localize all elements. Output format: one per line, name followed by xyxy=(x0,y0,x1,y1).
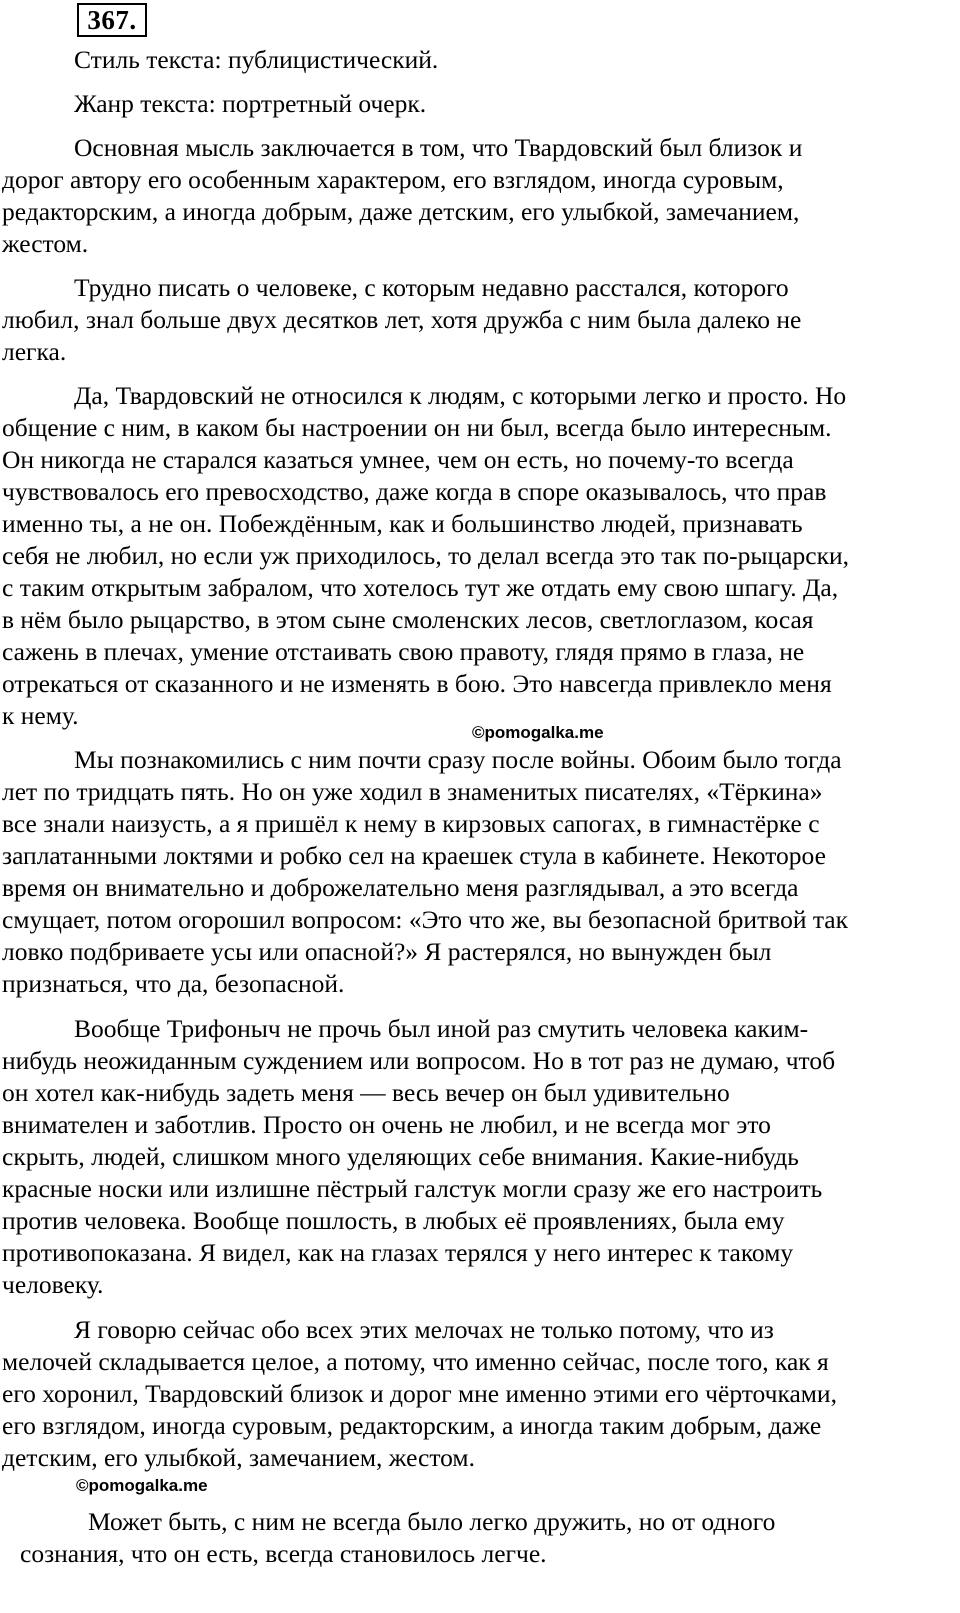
paragraph-line: детским, его улыбкой, замечанием, жестом. xyxy=(2,1443,475,1472)
paragraph-line: общение с ним, в каком бы настроении он ни был, всегда было интересным. xyxy=(2,413,832,442)
paragraph-line: Может быть, с ним не всегда было легко дружить, но от одного xyxy=(88,1507,776,1536)
paragraph-line: жестом. xyxy=(2,229,89,258)
paragraph-line: редакторским, а иногда добрым, даже детским, его улыбкой, замечанием, xyxy=(2,197,800,226)
paragraph-line: лет по тридцать пять. Но он уже ходил в знаменитых писателях, «Тёркина» xyxy=(2,777,823,806)
paragraph-line: время он внимательно и доброжелательно меня разглядывал, а это всегда xyxy=(2,873,799,902)
paragraph-line: чувствовалось его превосходство, даже когда в споре оказывалось, что прав xyxy=(2,477,827,506)
paragraph-line: Я говорю сейчас обо всех этих мелочах не только потому, что из xyxy=(74,1315,774,1344)
paragraph-line: смущает, потом огорошил вопросом: «Это что же, вы безопасной бритвой так xyxy=(2,905,849,934)
paragraph-line: внимателен и заботлив. Просто он очень не любил, и не всегда мог это xyxy=(2,1110,771,1139)
paragraph-line: Вообще Трифоныч не прочь был иной раз смутить человека каким- xyxy=(74,1014,809,1043)
paragraph-line: себя не любил, но если уж приходилось, то делал всегда это так по-рыцарски, xyxy=(2,541,849,570)
paragraph-line: противопоказана. Я видел, как на глазах терялся у него интерес к такому xyxy=(2,1238,794,1267)
paragraph-line: любил, знал больше двух десятков лет, хотя дружба с ним была далеко не xyxy=(2,305,802,334)
paragraph-line: человеку. xyxy=(2,1270,104,1299)
paragraph-line: к нему. xyxy=(2,701,79,730)
paragraph-line: Да, Твардовский не относился к людям, с которыми легко и просто. Но xyxy=(74,381,847,410)
paragraph-line: он хотел как-нибудь задеть меня — весь вечер он был удивительно xyxy=(2,1078,730,1107)
genre-line: Жанр текста: портретный очерк. xyxy=(74,89,427,118)
paragraph-line: с таким открытым забралом, что хотелось тут же отдать ему свою шпагу. Да, xyxy=(2,573,839,602)
paragraph-line: его хоронил, Твардовский близок и дорог мне именно этими его чёрточками, xyxy=(2,1379,837,1408)
paragraph-line: его взглядом, иногда суровым, редакторским, а иногда таким добрым, даже xyxy=(2,1411,822,1440)
paragraph-line: в нём было рыцарство, в этом сыне смоленских лесов, светлоглазом, косая xyxy=(2,605,814,634)
watermark: ©pomogalka.me xyxy=(472,723,604,742)
watermark: ©pomogalka.me xyxy=(76,1476,208,1495)
paragraph-line: отрекаться от сказанного и не изменять в бою. Это навсегда привлекло меня xyxy=(2,669,832,698)
paragraph-line: Мы познакомились с ним почти сразу после войны. Обоим было тогда xyxy=(74,745,842,774)
paragraph-line: Он никогда не старался казаться умнее, чем он есть, но почему-то всегда xyxy=(2,445,794,474)
paragraph-line: признаться, что да, безопасной. xyxy=(2,969,345,998)
paragraph-line: легка. xyxy=(2,337,67,366)
paragraph-line: сознания, что он есть, всегда становилось легче. xyxy=(20,1539,547,1568)
style-line: Стиль текста: публицистический. xyxy=(74,45,439,74)
paragraph-line: ловко подбриваете усы или опасной?» Я растерялся, но вынужден был xyxy=(2,937,772,966)
paragraph-line: именно ты, а не он. Побеждённым, как и большинство людей, признавать xyxy=(2,509,803,538)
exercise-number: 367. xyxy=(77,3,147,37)
paragraph-line: красные носки или излишне пёстрый галстук могли сразу же его настроить xyxy=(2,1174,823,1203)
paragraph-line: Основная мысль заключается в том, что Твардовский был близок и xyxy=(74,133,803,162)
paragraph-line: скрыть, людей, слишком много уделяющих себе внимания. Какие-нибудь xyxy=(2,1142,799,1171)
paragraph-line: все знали наизусть, а я пришёл к нему в кирзовых сапогах, в гимнастёрке с xyxy=(2,809,820,838)
paragraph-line: Трудно писать о человеке, с которым недавно расстался, которого xyxy=(74,273,789,302)
paragraph-line: сажень в плечах, умение отстаивать свою правоту, глядя прямо в глаза, не xyxy=(2,637,805,666)
paragraph-line: нибудь неожиданным суждением или вопросом. Но в тот раз не думаю, чтоб xyxy=(2,1046,836,1075)
paragraph-line: заплатанными локтями и робко сел на краешек стула в кабинете. Некоторое xyxy=(2,841,826,870)
paragraph-line: мелочей складывается целое, а потому, что именно сейчас, после того, как я xyxy=(2,1347,829,1376)
paragraph-line: против человека. Вообще пошлость, в любых её проявлениях, была ему xyxy=(2,1206,785,1235)
paragraph-line: дорог автору его особенным характером, его взглядом, иногда суровым, xyxy=(2,165,784,194)
